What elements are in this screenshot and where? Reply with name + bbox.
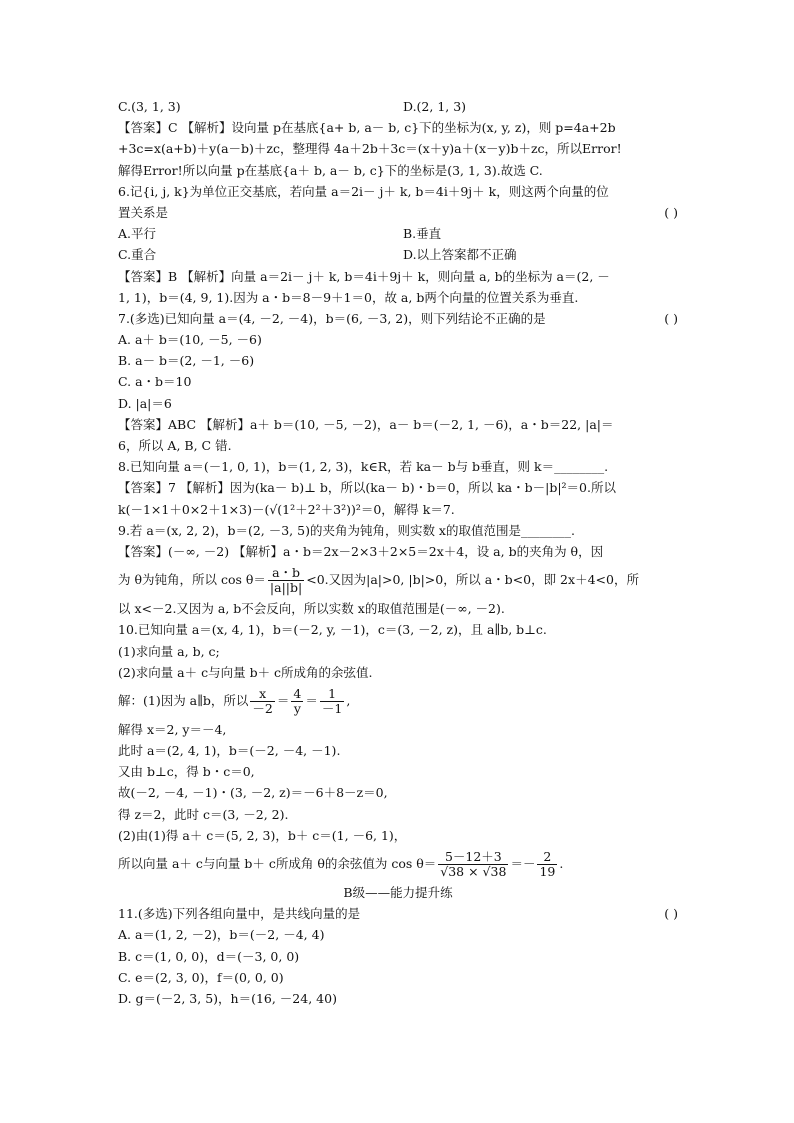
fraction-denominator: －1 (321, 700, 343, 716)
question-10-line1: 10.已知向量 a＝(x, 4, 1)，b＝(－2, y, －1)，c＝(3, －2, z)，且 a∥b, b⊥c. (118, 622, 547, 638)
question-10-part1: (1)求向量 a, b, c; (118, 643, 220, 659)
answer-q5-line3: 解得Error!所以向量 p在基底{a＋ b, a－ b, c}下的坐标是(3, 1, 3).故选 C. (118, 162, 543, 178)
option-d: D.(2, 1, 3) (403, 99, 467, 114)
answer-q8-line2: k(－1×1＋0×2＋1×3)－(√(1²＋2²＋3²))²＝0，解得 k＝7. (118, 501, 455, 517)
solution-q10-line1 (118, 683, 678, 719)
text-segment: 解：(1)因为 a∥b，所以 (118, 692, 249, 708)
question-7-line1 (118, 308, 678, 329)
fraction (537, 850, 557, 879)
solution-q10-line3: 此时 a＝(2, 4, 1)，b＝(－2, －4, －1). (118, 743, 341, 759)
fraction (320, 687, 344, 716)
answer-q7-line1: 【答案】ABC 【解析】a＋ b＝(10, －5, －2)，a－ b＝(－2, 1, －6)，a・b＝22, |a|＝ (118, 416, 614, 432)
fraction-numerator: 1 (320, 687, 344, 702)
fraction-denominator: √38 × √38 (440, 864, 507, 879)
answer-q5-line1: 【答案】C 【解析】设向量 p在基底{a+ b, a－ b, c}下的坐标为(x, y, z)，则 p=4a+2b (118, 120, 616, 136)
question-6-line2 (118, 202, 678, 223)
option-d: D.以上答案都不正确 (403, 247, 517, 263)
fraction (291, 687, 303, 716)
option-a-q7: A. a＋ b＝(10, －5, －6) (118, 332, 262, 348)
question-6-text: 置关系是 (118, 204, 169, 220)
question-10-part2: (2)求向量 a＋ c与向量 b＋ c所成角的余弦值. (118, 664, 373, 680)
option-d-q7: D. |a|＝6 (118, 395, 172, 411)
text-segment: 为 θ为钝角，所以 cos θ＝ (118, 572, 266, 588)
fraction (268, 566, 304, 595)
fraction-denominator: 19 (539, 864, 556, 879)
solution-q10-line5: 故(－2, －4, －1)・(3, －2, z)＝－6＋8－z＝0, (118, 785, 388, 801)
fraction-numerator: 5－12＋3 (438, 850, 508, 865)
answer-q9-line1: 【答案】(－∞, －2) 【解析】a・b＝2x－2×3＋2×5＝2x＋4，设 a, b的夹角为 θ，因 (118, 543, 604, 559)
option-a-q11: A. a＝(1, 2, －2)，b＝(－2, －4, 4) (118, 927, 325, 943)
option-row-c-d-q5 (118, 96, 678, 117)
answer-paren: ( ) (664, 906, 678, 922)
answer-q8-line1: 【答案】7 【解析】因为(ka－ b)⊥ b，所以(ka－ b)・b＝0，所以 ka・b－|b|²＝0.所以 (118, 480, 616, 496)
text-segment: ＝－ (510, 856, 536, 871)
fraction-denominator: －2 (252, 700, 273, 716)
text-segment: . (559, 856, 564, 871)
question-9: 9.若 a＝(x, 2, 2)，b＝(2, －3, 5)的夹角为钝角，则实数 x的取值范围是________. (118, 522, 575, 538)
answer-q9-line3: 以 x<－2.又因为 a, b不会反向，所以实数 x的取值范围是(－∞, －2). (118, 601, 505, 617)
fraction-numerator: x (250, 687, 274, 702)
answer-q6-line2: 1, 1)，b＝(4, 9, 1).因为 a・b＝8－9＋1＝0，故 a, b两个向量的位置关系为垂直. (118, 289, 579, 305)
text-segment: 所以向量 a＋ c与向量 b＋ c所成角 θ的余弦值为 cos θ＝ (118, 856, 437, 871)
answer-q6-line1: 【答案】B 【解析】向量 a＝2i－ j＋ k, b＝4i＋9j＋ k，则向量 a, b的坐标为 a＝(2, － (118, 268, 610, 284)
solution-q10-line2: 解得 x＝2, y＝－4, (118, 721, 227, 737)
text-segment: <0.又因为|a|>0, |b|>0，所以 a・b<0，即 2x＋4<0，所 (306, 572, 639, 588)
fraction (438, 850, 508, 879)
option-b-q7: B. a－ b＝(2, －1, －6) (118, 353, 255, 369)
section-heading: B级——能力提升练 (343, 885, 453, 900)
fraction-denominator: |a||b| (269, 580, 303, 596)
solution-q10-line7: (2)由(1)得 a＋ c＝(5, 2, 3)，b＋ c＝(1, －6, 1)， (118, 827, 407, 843)
answer-q5-line2: +3c=x(a+b)＋y(a－b)＋zc，整理得 4a＋2b＋3c＝(x＋y)a＋(x－y)b＋zc，所以Error! (118, 141, 622, 157)
question-7-text: 7.(多选)已知向量 a＝(4, －2, －4)，b＝(6, －3, 2)，则下列结论不正确的是 (118, 310, 546, 326)
option-c: C.(3, 1, 3) (118, 99, 181, 114)
fraction-numerator: 4 (293, 685, 302, 701)
question-6-line1: 6.记{i, j, k}为单位正交基底，若向量 a＝2i－ j＋ k, b＝4i＋9j＋ k，则这两个向量的位 (118, 183, 609, 199)
fraction-numerator: 2 (537, 850, 557, 865)
option-b: B.垂直 (403, 226, 442, 242)
answer-paren: ( ) (664, 204, 678, 220)
fraction-numerator: a・b (268, 566, 304, 581)
option-c-q7: C. a・b＝10 (118, 374, 192, 390)
fraction (250, 687, 274, 716)
answer-q9-line2 (118, 562, 678, 598)
equals-sign: ＝ (305, 692, 318, 708)
option-c: C.重合 (118, 247, 157, 263)
solution-q10-line6: 得 z＝2，此时 c＝(3, －2, 2). (118, 806, 289, 822)
option-d-q11: D. g＝(－2, 3, 5)，h＝(16, －24, 40) (118, 990, 337, 1006)
document-page (118, 96, 678, 1009)
option-row-c-d-q6 (118, 244, 678, 265)
text-segment: , (346, 692, 351, 708)
solution-q10-line4: 又由 b⊥c，得 b・c＝0, (118, 764, 255, 780)
option-a: A.平行 (118, 226, 157, 242)
equals-sign: ＝ (276, 692, 290, 708)
answer-q7-line2: 6，所以 A, B, C 错. (118, 438, 232, 453)
question-11-text: 11.(多选)下列各组向量中，是共线向量的是 (118, 906, 361, 922)
option-row-a-b-q6 (118, 223, 678, 244)
option-c-q11: C. e＝(2, 3, 0)，f＝(0, 0, 0) (118, 969, 284, 985)
answer-paren: ( ) (664, 310, 678, 326)
question-11 (118, 903, 678, 924)
question-8: 8.已知向量 a＝(－1, 0, 1)，b＝(1, 2, 3)，k∈R，若 ka－ b与 b垂直，则 k＝________. (118, 459, 609, 475)
fraction-denominator: y (293, 700, 301, 716)
solution-q10-line8 (118, 846, 678, 882)
option-b-q11: B. c＝(1, 0, 0)，d＝(－3, 0, 0) (118, 948, 300, 964)
